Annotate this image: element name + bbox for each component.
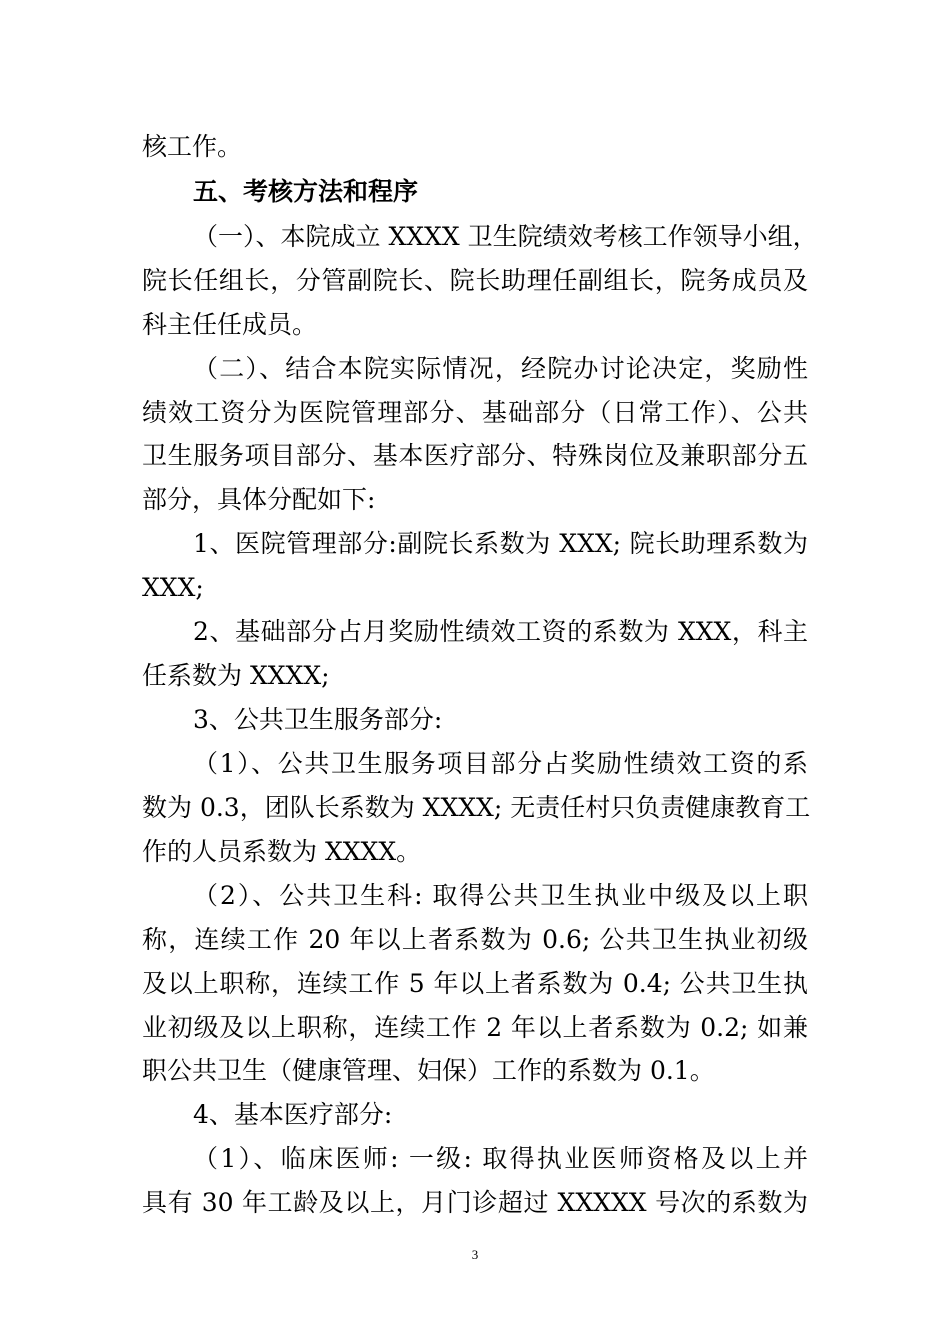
text-line: 作的人员系数为 XXXX。: [142, 837, 422, 866]
text-line: 部分，具体分配如下:: [142, 485, 376, 514]
text-line: 4、基本医疗部分:: [193, 1100, 393, 1129]
text-line: 科主任任成员。: [142, 310, 318, 339]
text-line: （1）、公共卫生服务项目部分占奖励性绩效工资的系: [193, 749, 808, 778]
text-line: 院长任组长，分管副院长、院长助理任副组长，院务成员及: [142, 266, 808, 295]
text-line: 任系数为 XXXX;: [142, 661, 330, 690]
text-line: 职公共卫生（健康管理、妇保）工作的系数为 0.1。: [142, 1056, 715, 1085]
text-line: 称，连续工作 20 年以上者系数为 0.6; 公共卫生执业初级: [142, 925, 808, 954]
text-line: （一）、本院成立 XXXX 卫生院绩效考核工作领导小组，: [193, 222, 818, 251]
text-line: （1）、临床医师: 一级: 取得执业医师资格及以上并: [193, 1144, 808, 1173]
text-line: 2、基础部分占月奖励性绩效工资的系数为 XXX，科主: [193, 617, 808, 646]
text-line: （2）、公共卫生科: 取得公共卫生执业中级及以上职: [193, 881, 808, 910]
text-line: （二）、结合本院实际情况，经院办讨论决定，奖励性: [193, 354, 808, 383]
text-line: 核工作。: [142, 132, 243, 161]
text-line: 业初级及以上职称，连续工作 2 年以上者系数为 0.2; 如兼: [142, 1013, 808, 1042]
text-line: 具有 30 年工龄及以上，月门诊超过 XXXXX 号次的系数为: [142, 1188, 808, 1217]
page-number: 3: [471, 1247, 479, 1262]
text-line: 绩效工资分为医院管理部分、基础部分（日常工作）、公共: [142, 398, 808, 427]
text-line: 卫生服务项目部分、基本医疗部分、特殊岗位及兼职部分五: [142, 441, 808, 470]
text-line: XXX;: [142, 573, 204, 602]
text-line: 3、公共卫生服务部分:: [193, 705, 443, 734]
section-heading: 五、考核方法和程序: [193, 177, 419, 206]
text-line: 数为 0.3，团队长系数为 XXXX; 无责任村只负责健康教育工: [142, 793, 811, 822]
text-line: 及以上职称，连续工作 5 年以上者系数为 0.4; 公共卫生执: [142, 969, 808, 998]
text-line: 1、医院管理部分:副院长系数为 XXX; 院长助理系数为: [193, 529, 808, 558]
